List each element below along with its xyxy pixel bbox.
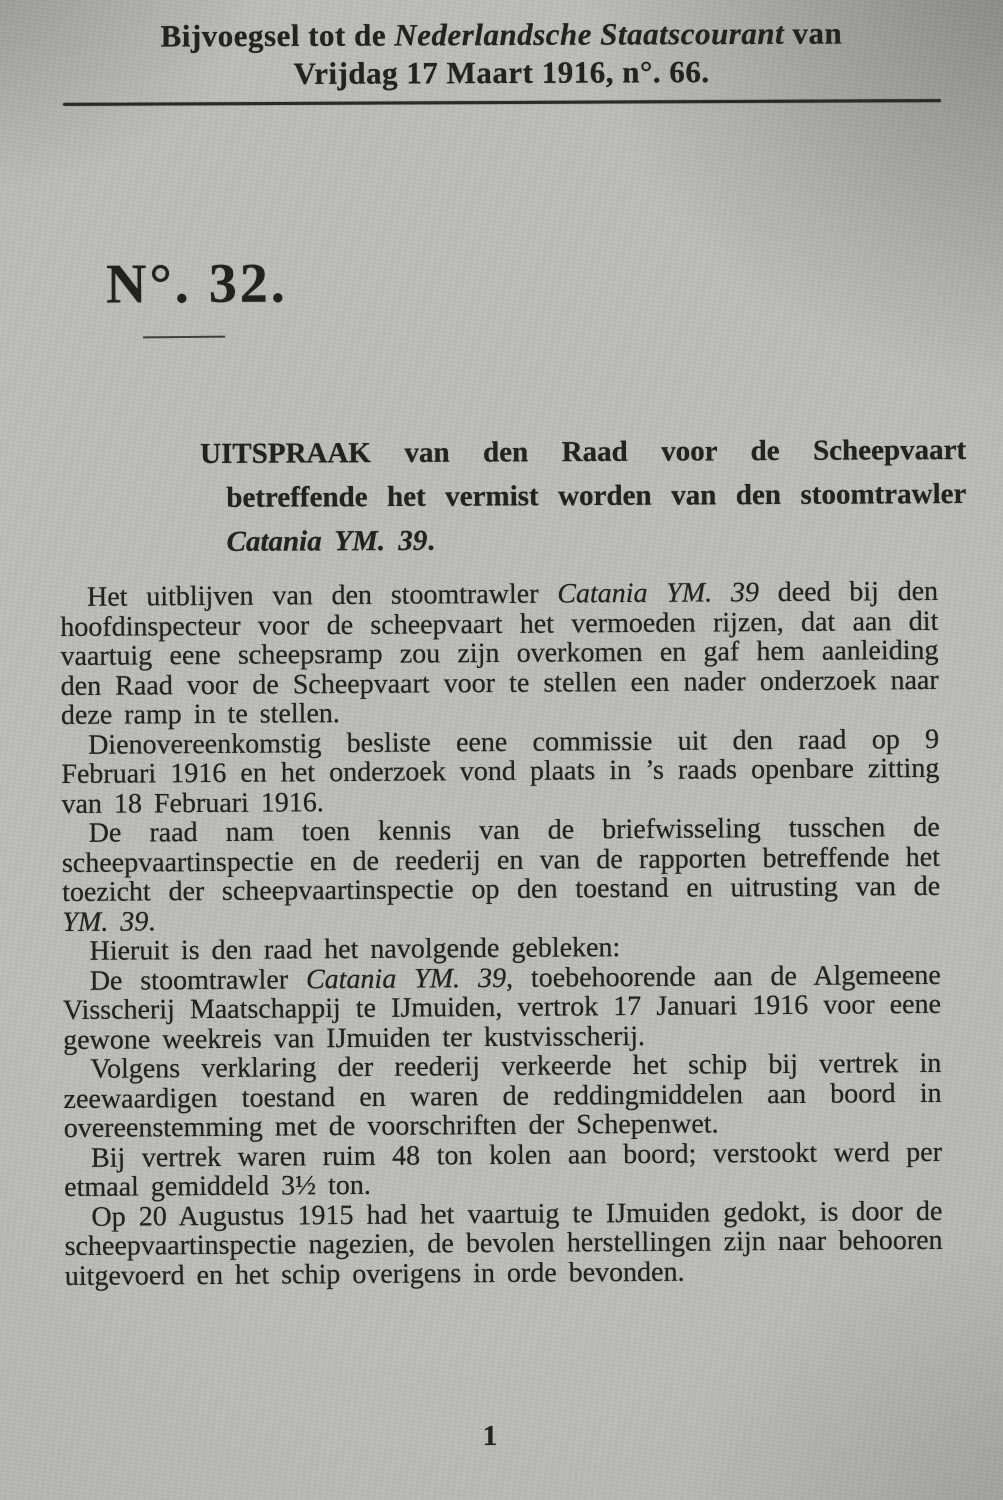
document-number-underline [143, 336, 225, 339]
paragraph [64, 1196, 943, 1291]
document-body [60, 577, 943, 1291]
paragraph [63, 1049, 942, 1144]
document-number: N°. 32. [105, 252, 289, 316]
text-run: De raad nam toen kennis van de briefwisseling tusschen de scheepvaartinspectie en de reederij en van de rapporten betreffende het toezicht der scheepvaartinspectie op den toestand en uitrusting van de [61, 811, 941, 908]
paragraph [64, 1137, 942, 1202]
masthead-line-1 [0, 14, 1003, 56]
text-run: UITSPRAAK van den Raad voor de Scheepvaart betreffende het vermist worden van den stoomtrawler [200, 433, 967, 514]
italic-text: Nederlandsche Staatscourant [394, 15, 785, 53]
italic-text: Catania YM. 39 [305, 962, 507, 995]
masthead-rule [63, 99, 941, 106]
verdict-heading [200, 428, 967, 564]
paragraph [60, 577, 939, 731]
paragraph [63, 960, 942, 1055]
italic-text: YM. 39 [62, 905, 149, 938]
journal-masthead [0, 14, 1003, 94]
text-run: Volgens verklaring der reederij verkeerde het schip bij vertrek in zeewaardigen toestand en waren de reddingmiddelen aan boord in overeenstemming met de voorschriften der Schepenwet. [63, 1047, 942, 1144]
text-run: . [427, 524, 435, 557]
text-run: van [784, 15, 843, 51]
page-number: 1 [482, 1420, 498, 1452]
text-run: Het uitblijven van den stoomtrawler [86, 578, 558, 613]
paragraph [62, 813, 941, 937]
text-run: Dienovereenkomstig besliste eene commissie uit den raad op 9 Februari 1916 en het onderzoek vond plaats in ’s raads openbare zitting van 18 Februari 1916. [61, 723, 940, 820]
paragraph [61, 724, 940, 819]
text-run: Bijvoegsel tot de [160, 17, 395, 54]
italic-text: Catania YM. 39 [557, 577, 760, 610]
italic-text: Catania YM. 39 [226, 524, 428, 558]
text-run: . [148, 905, 156, 937]
text-run: Bij vertrek waren ruim 48 ton kolen aan boord; verstookt werd per etmaal gemiddeld 3½ ton. [64, 1136, 943, 1203]
text-run: Hieruit is den raad het navolgende gebleken: [89, 932, 621, 967]
text-run: Op 20 Augustus 1915 had het vaartuig te IJmuiden gedokt, is door de scheepvaartinspectie nagezien, de bevolen herstellingen zijn naar behooren uitgevoerd en het schip overigens in orde bevonden. [64, 1195, 943, 1292]
text-run: , toebehoorende aan de Algemeene Visscherij Maatschappij te IJmuiden, vertrok 17 Januari 1916 voor eene gewone weekreis van IJmuiden ter kustvisscherij. [62, 959, 942, 1056]
text-run: De stoomtrawler [89, 963, 307, 997]
text-run: deed bij den hoofdinspecteur voor de scheepvaart het vermoeden rijzen, dat aan dit vaartuig eene scheepsramp zou zijn overkomen en gaf hem aanleiding den Raad voor de Scheepvaart voor te stellen een nader onderzoek naar deze ramp in te stellen. [60, 575, 939, 731]
masthead-line-2: Vrijdag 17 Maart 1916, n°. 66. [293, 54, 710, 91]
